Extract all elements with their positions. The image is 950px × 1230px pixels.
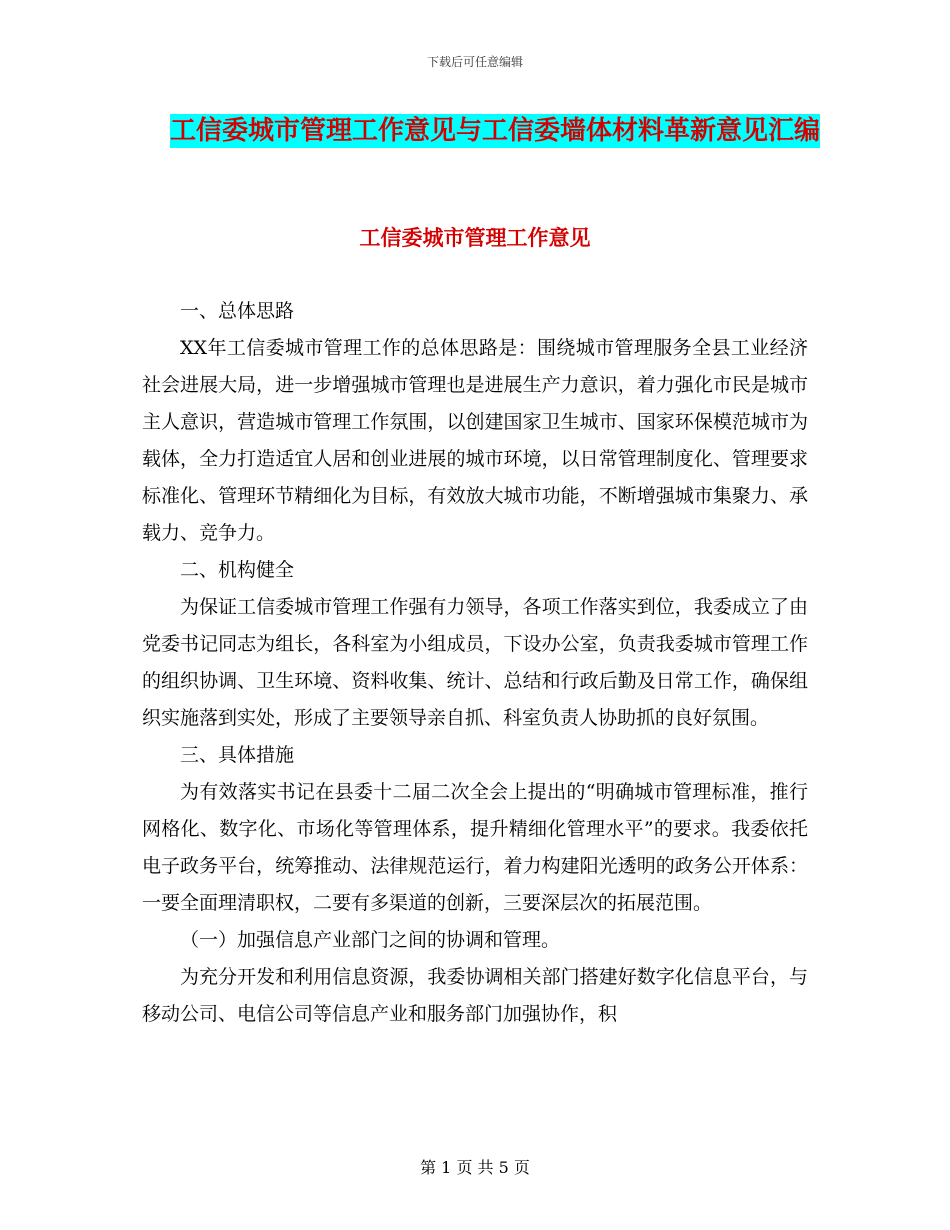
heading-organization: 二、机构健全 <box>180 559 295 581</box>
heading-overall-approach: 一、总体思路 <box>180 300 295 322</box>
document-title <box>140 108 850 154</box>
header-note: 下载后可任意编辑 <box>426 55 523 69</box>
subheading-coordination: （一）加强信息产业部门之间的协调和管理。 <box>180 929 561 951</box>
paragraph: XX年工信委城市管理工作的总体思路是：围绕城市管理服务全县工业经济社会进展大局，进一步增强城市管理也是进展生产力意识，着力强化市民是城市主人意识，营造城市管理工作氛围，以创建国家卫生城市、国家环保模范城市为载体，全力打造适宜人居和创业进展的城市环境，以日常管理制度化、管理要求标准化、管理环节精细化为目标，有效放大城市功能，不断增强城市集聚力、承载力、竞争力。 <box>142 337 808 544</box>
paragraph: 为有效落实书记在县委十二届二次全会上提出的“明确城市管理标准，推行网格化、数字化、市场化等管理体系，提升精细化管理水平”的要求。我委依托电子政务平台，统筹推动、法律规范运行，着力构建阳光透明的政务公开体系：一要全面理清职权，二要有多渠道的创新，三要深层次的拓展范围。 <box>142 781 808 914</box>
document-title-text: 工信委城市管理工作意见与工信委墙体材料革新意见汇编 <box>169 116 820 146</box>
paragraph: 为保证工信委城市管理工作强有力领导，各项工作落实到位，我委成立了由党委书记同志为组长，各科室为小组成员，下设办公室，负责我委城市管理工作的组织协调、卫生环境、资料收集、统计、总结和行政后勤及日常工作，确保组织实施落到实处，形成了主要领导亲自抓、科室负责人协助抓的良好氛围。 <box>142 596 808 729</box>
section-title: 工信委城市管理工作意见 <box>359 225 591 250</box>
document-body <box>142 293 808 1033</box>
paragraph: 为充分开发和利用信息资源，我委协调相关部门搭建好数字化信息平台，与移动公司、电信公司等信息产业和服务部门加强协作，积 <box>142 966 808 1025</box>
heading-measures: 三、具体措施 <box>180 744 295 766</box>
page-number: 第 1 页 共 5 页 <box>420 1158 530 1177</box>
